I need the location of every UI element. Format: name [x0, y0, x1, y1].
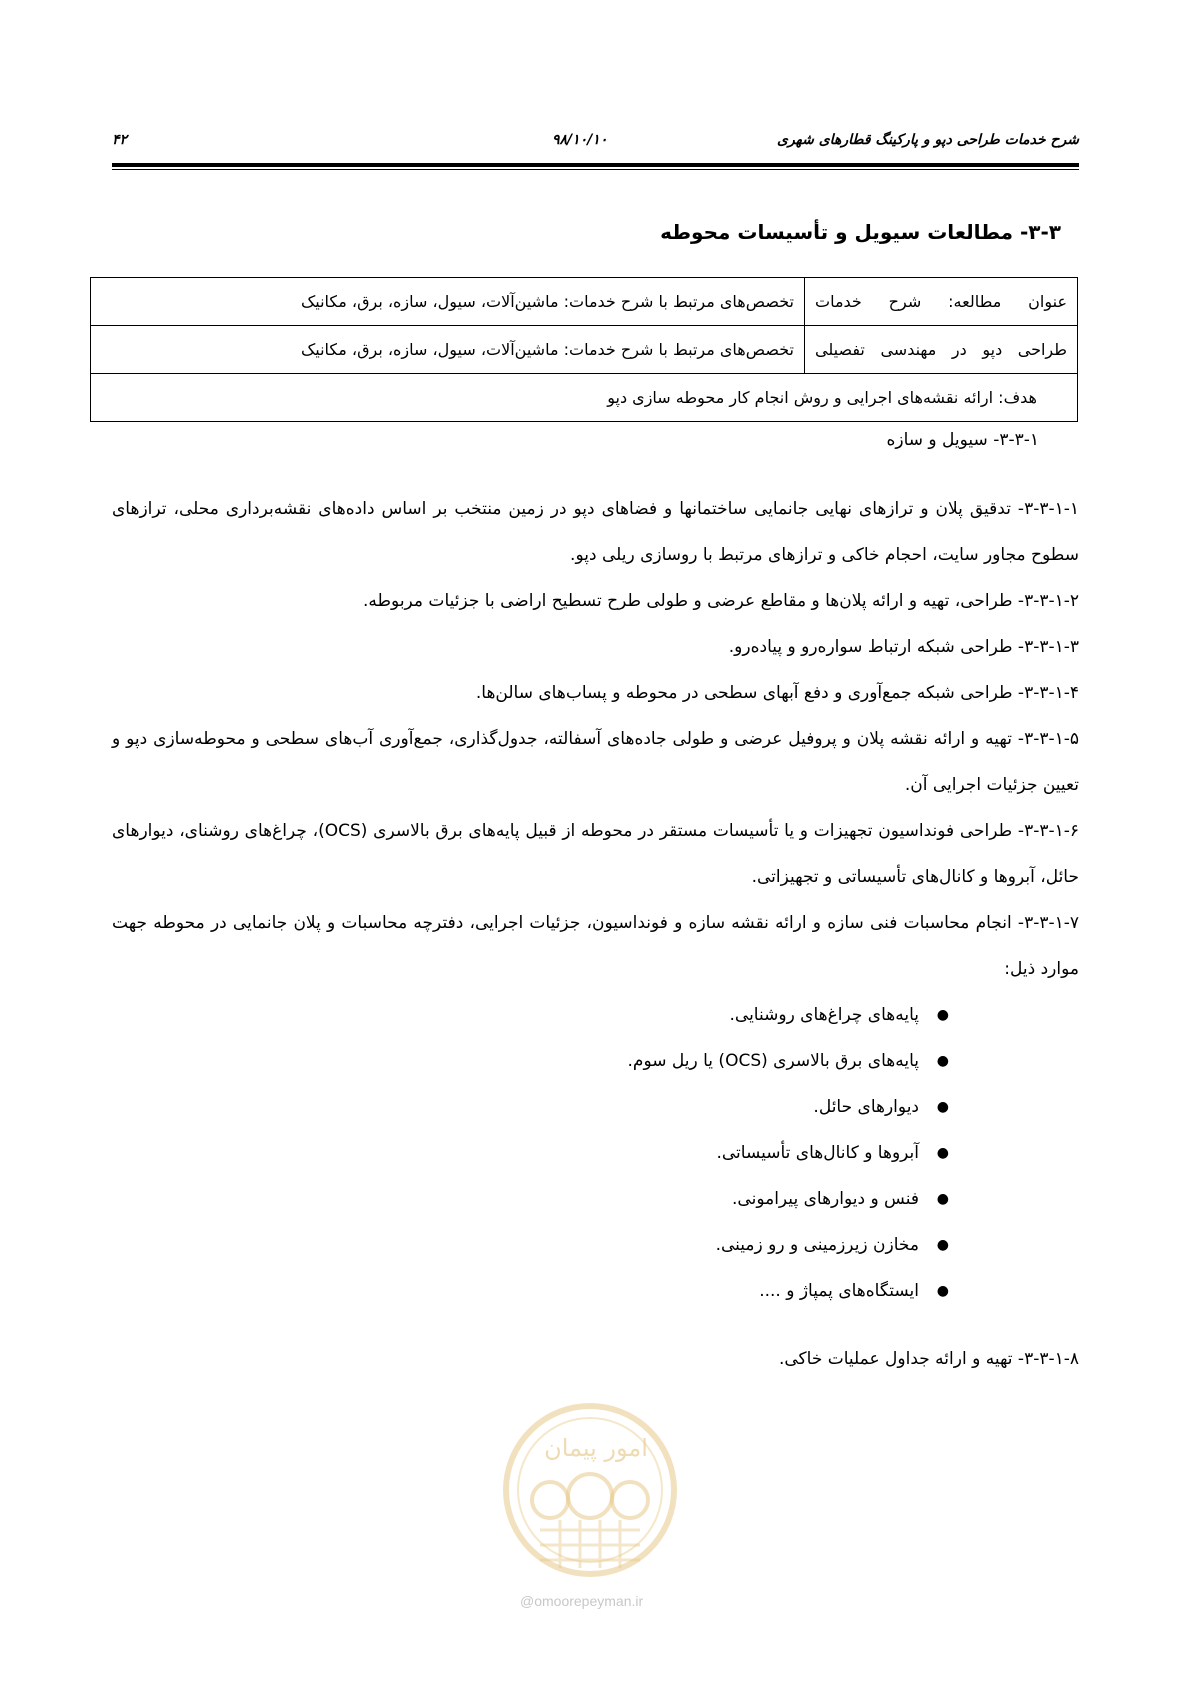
bullet-icon: ●: [936, 1145, 949, 1161]
bullet-item: ● دیوارهای حائل.: [112, 1084, 1079, 1130]
watermark-seal-icon: [500, 1400, 680, 1580]
bullet-item: ● ایستگاه‌های پمپاژ و ....: [112, 1268, 1079, 1314]
section-body: [112, 430, 1079, 1382]
bullet-icon: ●: [936, 1099, 949, 1115]
bullet-item: ● فنس و دیوارهای پیرامونی.: [112, 1176, 1079, 1222]
document-title: شرح خدمات طراحی دپو و پارکینگ قطارهای شهری: [776, 132, 1079, 148]
header-date: ۹۸/۱۰/۱۰: [552, 132, 608, 148]
bullet-icon: ●: [936, 1007, 949, 1023]
bullet-item: ● پایه‌های برق بالاسری (OCS) یا ریل سوم.: [112, 1038, 1079, 1084]
bullet-list: [112, 992, 1079, 1314]
list-item: ۳-۳-۱-۶- طراحی فونداسیون تجهیزات و یا تأسیسات مستقر در محوطه از قبیل پایه‌های برق بالاسری (OCS)، چراغ‌های روشنای، دیوارهای حائل، آبروها و کانال‌های تأسیساتی و تجهیزاتی.: [112, 821, 1079, 887]
goal-cell: هدف: ارائه نقشه‌های اجرایی و روش انجام کار محوطه سازی دپو: [91, 374, 1078, 422]
study-title-cell: عنوان مطالعه: شرح خدمات: [805, 278, 1078, 326]
header-rule-thin: [112, 169, 1079, 170]
seal-text: امور پیمان: [544, 1434, 648, 1462]
specialties-cell: تخصص‌های مرتبط با شرح خدمات: ماشین‌آلات، سیول، سازه، برق، مکانیک: [91, 326, 805, 374]
table-row: [91, 278, 1078, 326]
bullet-item: ● پایه‌های چراغ‌های روشنایی.: [112, 992, 1079, 1038]
list-item: ۳-۳-۱-۳- طراحی شبکه ارتباط سواره‌رو و پیاده‌رو.: [728, 637, 1079, 657]
list-item: ۳-۳-۱-۲- طراحی، تهیه و ارائه پلان‌ها و مقاطع عرضی و طولی طرح تسطیح اراضی با جزئیات مربوطه.: [362, 591, 1079, 611]
study-info-table: [90, 277, 1078, 422]
page-number: ۴۲: [112, 132, 128, 148]
list-item: ۳-۳-۱-۸- تهیه و ارائه جداول عملیات خاکی.: [778, 1349, 1079, 1369]
bullet-icon: ●: [936, 1053, 949, 1069]
section-number: ۳-۳-: [1019, 220, 1061, 244]
page-header: [112, 132, 1079, 152]
list-item: ۳-۳-۱-۵- تهیه و ارائه نقشه پلان و پروفیل عرضی و طولی جاده‌های آسفالته، جدول‌گذاری، جمع‌آوری آب‌های سطحی و محوطه‌سازی دپو و تعیین جزئیات اجرایی آن.: [112, 729, 1079, 795]
subsection-heading: ۳-۳-۱- سیویل و سازه: [886, 430, 1039, 450]
bullet-icon: ●: [936, 1283, 949, 1299]
specialties-cell: تخصص‌های مرتبط با شرح خدمات: ماشین‌آلات، سیول، سازه، برق، مکانیک: [91, 278, 805, 326]
bullet-icon: ●: [936, 1191, 949, 1207]
table-row: [91, 374, 1078, 422]
list-item: ۳-۳-۱-۱- تدقیق پلان و ترازهای نهایی جانمایی ساختمانها و فضاهای دپو در زمین منتخب بر اساس داده‌های نقشه‌برداری محلی، ترازهای سطوح مجاور سایت، احجام خاکی و ترازهای مرتبط با روسازی ریلی دپو.: [112, 499, 1079, 565]
watermark-site: @omoorepeyman.ir: [520, 1593, 644, 1609]
study-title-cell: طراحی دپو در مهندسی تفصیلی: [805, 326, 1078, 374]
section-heading: [660, 220, 1061, 244]
list-item: ۳-۳-۱-۷- انجام محاسبات فنی سازه و ارائه نقشه سازه و فونداسیون، جزئیات اجرایی، دفترچه محاسبات و پلان جانمایی در محوطه جهت موارد ذیل:: [112, 913, 1079, 979]
table-row: [91, 326, 1078, 374]
bullet-item: ● مخازن زیرزمینی و رو زمینی.: [112, 1222, 1079, 1268]
list-item: ۳-۳-۱-۴- طراحی شبکه جمع‌آوری و دفع آبهای سطحی در محوطه و پساب‌های سالن‌ها.: [475, 683, 1079, 703]
header-rule-thick: [112, 163, 1079, 167]
section-title: مطالعات سیویل و تأسیسات محوطه: [660, 220, 1013, 244]
bullet-icon: ●: [936, 1237, 949, 1253]
bullet-item: ● آبروها و کانال‌های تأسیساتی.: [112, 1130, 1079, 1176]
